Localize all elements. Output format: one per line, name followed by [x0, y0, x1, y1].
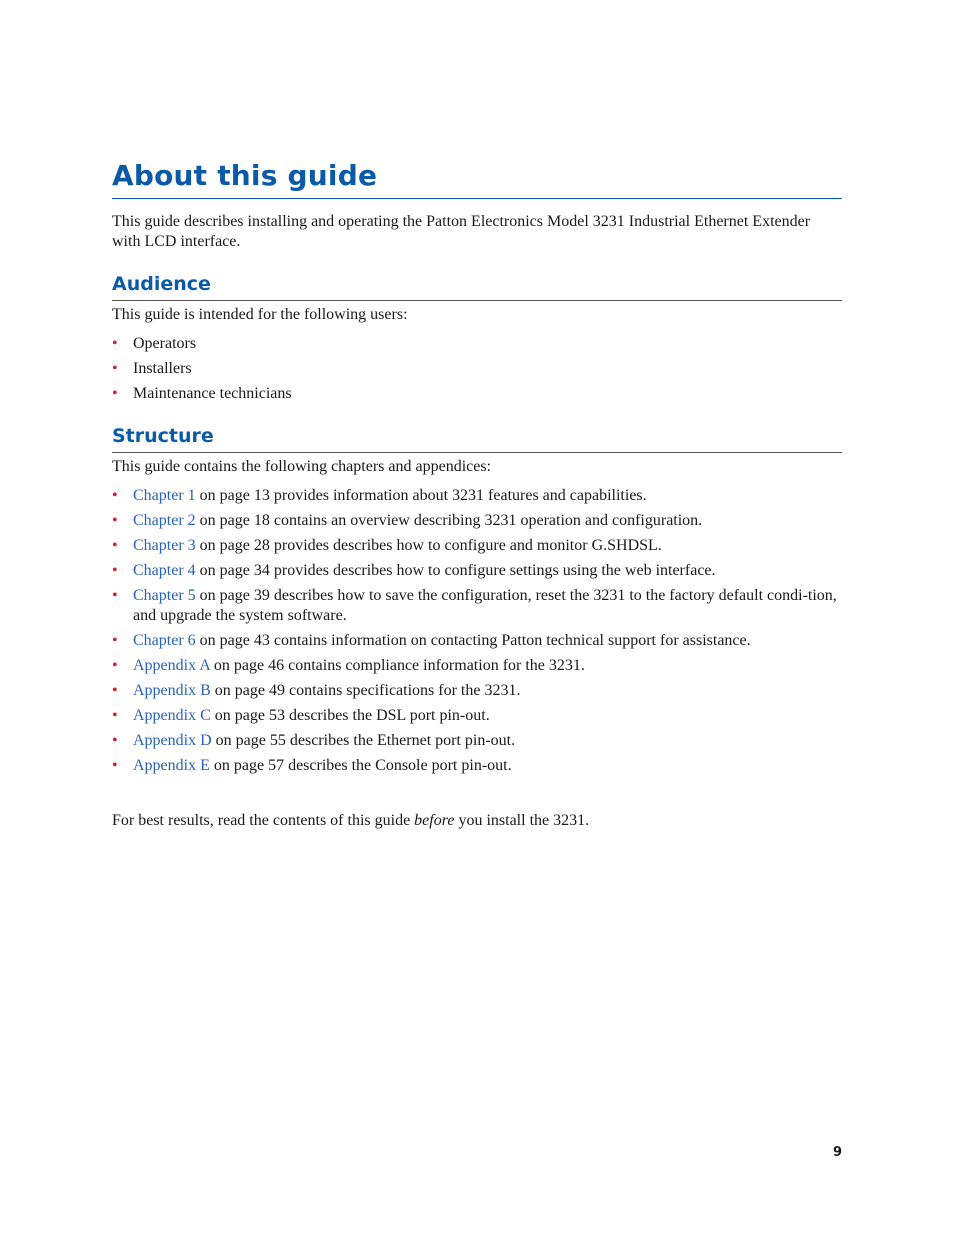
list-item-text: on page 49 contains specifications for the 3231. [210, 682, 521, 699]
structure-list [112, 486, 842, 781]
list-item [112, 384, 842, 404]
structure-rule [112, 452, 842, 453]
list-item-text: on page 55 describes the Ethernet port pin-out. [211, 732, 516, 749]
list-item [112, 706, 842, 726]
bullet-icon: • [112, 587, 118, 604]
appendix-a-link[interactable]: Appendix A [133, 657, 210, 674]
structure-lead: This guide contains the following chapters and appendices: [112, 458, 492, 475]
bullet-icon: • [112, 657, 118, 674]
list-item [112, 536, 842, 556]
title-rule [112, 198, 842, 199]
audience-item: Maintenance technicians [133, 385, 292, 402]
bullet-icon: • [112, 537, 118, 554]
list-item [112, 631, 842, 651]
chapter-4-link[interactable]: Chapter 4 [133, 562, 196, 579]
list-item [112, 511, 842, 531]
audience-rule [112, 300, 842, 301]
list-item [112, 486, 842, 506]
list-item [112, 334, 842, 354]
chapter-1-link[interactable]: Chapter 1 [133, 487, 196, 504]
bullet-icon: • [112, 757, 118, 774]
list-item [112, 731, 842, 751]
bullet-icon: • [112, 732, 118, 749]
list-item [112, 656, 842, 676]
chapter-5-link[interactable]: Chapter 5 [133, 587, 196, 604]
closing-text-after: you install the 3231. [454, 812, 590, 829]
list-item-text: on page 46 contains compliance information for the 3231. [209, 657, 585, 674]
audience-heading: Audience [112, 273, 211, 295]
bullet-icon: • [112, 512, 118, 529]
list-item [112, 359, 842, 379]
list-item [112, 586, 842, 626]
closing-paragraph [112, 811, 842, 831]
page-number: 9 [832, 1145, 842, 1160]
list-item-text: on page 39 describes how to save the configuration, reset the 3231 to the factory default condi-tion, and upgrade the system software. [133, 587, 837, 624]
list-item-text: on page 28 provides describes how to configure and monitor G.SHDSL. [195, 537, 662, 554]
audience-item: Installers [133, 360, 192, 377]
appendix-c-link[interactable]: Appendix C [133, 707, 211, 724]
chapter-2-link[interactable]: Chapter 2 [133, 512, 196, 529]
audience-lead: This guide is intended for the following users: [112, 306, 408, 323]
closing-emphasis: before [414, 812, 455, 829]
appendix-d-link[interactable]: Appendix D [133, 732, 212, 749]
intro-paragraph: This guide describes installing and operating the Patton Electronics Model 3231 Industrial Ethernet Extender with LCD interface. [112, 213, 811, 250]
list-item [112, 561, 842, 581]
list-item-text: on page 18 contains an overview describing 3231 operation and configuration. [195, 512, 703, 529]
list-item-text: on page 34 provides describes how to configure settings using the web interface. [195, 562, 716, 579]
bullet-icon: • [112, 682, 118, 699]
list-item [112, 756, 842, 776]
audience-list [112, 334, 842, 409]
chapter-6-link[interactable]: Chapter 6 [133, 632, 196, 649]
bullet-icon: • [112, 385, 118, 402]
bullet-icon: • [112, 360, 118, 377]
bullet-icon: • [112, 632, 118, 649]
list-item-text: on page 13 provides information about 3231 features and capabilities. [195, 487, 647, 504]
page-title: About this guide [112, 159, 378, 192]
list-item-text: on page 57 describes the Console port pin-out. [209, 757, 512, 774]
list-item [112, 681, 842, 701]
structure-heading: Structure [112, 425, 214, 447]
bullet-icon: • [112, 562, 118, 579]
bullet-icon: • [112, 707, 118, 724]
appendix-b-link[interactable]: Appendix B [133, 682, 211, 699]
audience-item: Operators [133, 335, 197, 352]
bullet-icon: • [112, 487, 118, 504]
appendix-e-link[interactable]: Appendix E [133, 757, 210, 774]
bullet-icon: • [112, 335, 118, 352]
chapter-3-link[interactable]: Chapter 3 [133, 537, 196, 554]
list-item-text: on page 53 describes the DSL port pin-out. [210, 707, 490, 724]
list-item-text: on page 43 contains information on contacting Patton technical support for assistance. [195, 632, 751, 649]
closing-text-before: For best results, read the contents of this guide [112, 812, 415, 829]
